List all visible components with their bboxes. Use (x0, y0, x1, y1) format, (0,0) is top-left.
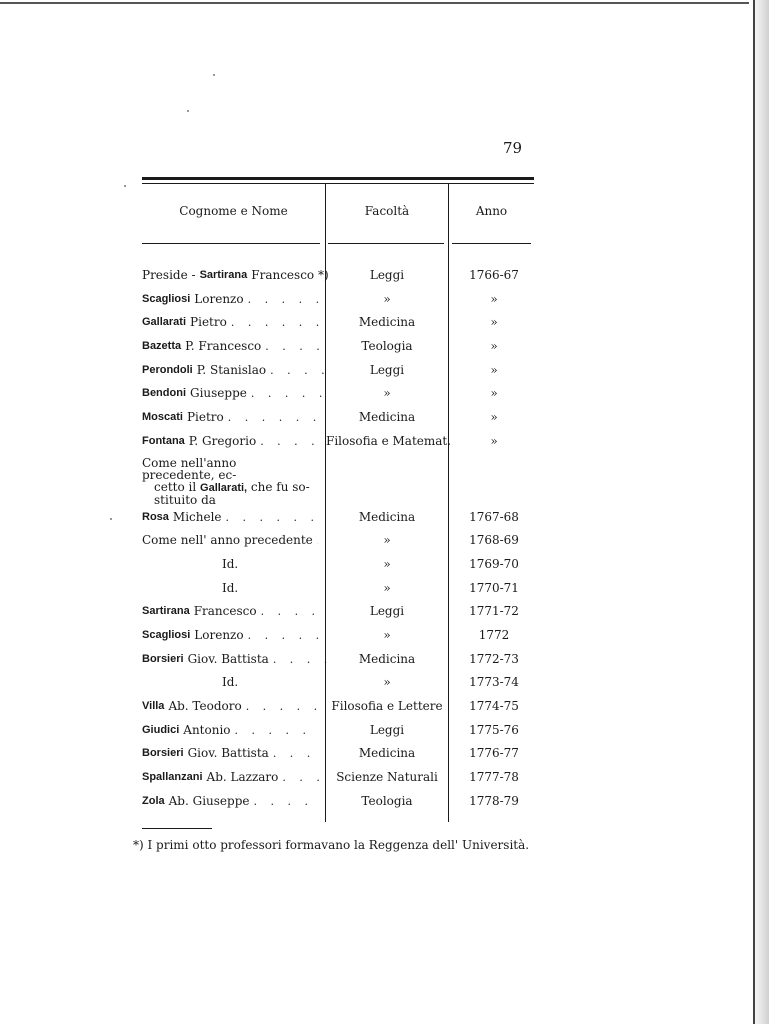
year-cell: 1774-75 (469, 699, 519, 713)
header-rule-faculty (328, 243, 444, 244)
year-cell: 1769-70 (469, 556, 519, 571)
given-name: P. Francesco (185, 339, 262, 354)
name-cell (142, 406, 322, 430)
table-row (0, 742, 769, 766)
scan-speck (187, 110, 189, 112)
surname: Borsieri (142, 747, 184, 760)
year-cell: 1775-76 (469, 722, 519, 737)
year-cell: » (490, 291, 498, 306)
given-name: Ab. Teodoro (168, 699, 242, 713)
note-line-2-end: che fu so- (250, 479, 310, 494)
surname: Bazetta (142, 340, 182, 353)
given-name: Pietro (186, 410, 224, 425)
dot-leader (317, 529, 318, 553)
given-name: Francesco (193, 604, 257, 619)
given-name: Giov. Battista (187, 651, 269, 666)
name-cell (142, 600, 321, 624)
given-name: Ab. Lazzaro (206, 770, 279, 785)
surname: Scagliosi (142, 628, 191, 641)
surname: Fontana (142, 434, 185, 447)
idem-text: Id. (222, 675, 239, 690)
year-cell: » (490, 362, 498, 377)
surname: Sartirana (199, 269, 248, 281)
surname: Gallarati (142, 316, 187, 329)
year-cell: 1772-73 (469, 651, 519, 666)
given-name: Francesco *) (251, 268, 329, 282)
table-row (0, 335, 769, 359)
given-name: Antonio (183, 722, 231, 737)
name-cell (142, 742, 318, 766)
dot-leader: . . . . . . (225, 510, 319, 524)
header-faculty: Facoltà (364, 204, 410, 218)
dot-leader: . . . . (260, 605, 321, 619)
faculty-cell: » (383, 627, 391, 642)
name-cell (142, 335, 325, 359)
faculty-cell: Teologia (361, 339, 413, 354)
note-line-3: stituito da (154, 492, 216, 507)
surname: Bendoni (142, 387, 186, 400)
page-number: 79 (503, 139, 523, 157)
faculty-cell: Leggi (369, 604, 405, 619)
surname: Perondoli (142, 363, 193, 376)
faculty-cell: Medicina (358, 651, 416, 666)
name-cell (142, 624, 325, 648)
faculty-cell: Medicina (358, 509, 416, 524)
given-name: Lorenzo (194, 291, 244, 306)
year-cell: » (490, 339, 498, 354)
name-cell (142, 430, 318, 454)
dot-leader: . . . (282, 771, 325, 785)
faculty-cell: Filosofia e Matemat. (326, 433, 452, 448)
table-row (0, 624, 769, 648)
name-cell (142, 311, 325, 335)
dot-leader: . . . . . (247, 292, 325, 306)
given-name: Lorenzo (194, 627, 244, 642)
surname: Borsieri (142, 652, 184, 665)
note-line-2 (142, 481, 312, 494)
year-cell: 1771-72 (469, 604, 519, 619)
prefix: Preside - (142, 268, 196, 282)
given-name: P. Stanislao (196, 362, 267, 377)
given-name: P. Gregorio (188, 433, 257, 448)
dot-leader: . . . . (253, 794, 313, 808)
faculty-cell: Teologia (361, 793, 413, 808)
surname: Villa (142, 700, 165, 712)
table-row (0, 288, 769, 312)
given-name: Giov. Battista (187, 746, 269, 761)
table-row (0, 766, 769, 790)
scan-speck (213, 74, 215, 76)
table-row (0, 382, 769, 406)
name-cell (142, 529, 318, 553)
faculty-cell: Filosofia e Lettere (331, 699, 443, 713)
table-row-note (0, 454, 769, 506)
scan-speck (124, 185, 126, 187)
dot-leader: . . . (272, 747, 316, 761)
dot-leader: . . . . (265, 340, 325, 354)
name-cell (142, 382, 328, 406)
footnote-rule (142, 828, 212, 829)
given-name: Pietro (190, 315, 227, 330)
year-cell: 1776-77 (469, 746, 519, 761)
surname: Scagliosi (142, 292, 191, 305)
name-cell (142, 264, 329, 288)
header-year: Anno (475, 204, 508, 218)
dot-leader: . . . . (270, 363, 330, 377)
year-cell: 1778-79 (469, 793, 519, 808)
idem-text: Id. (222, 556, 239, 571)
name-cell (142, 288, 325, 312)
name-cell (142, 695, 323, 719)
table-row (0, 406, 769, 430)
dot-leader: . . . . (272, 652, 333, 666)
faculty-cell: Medicina (358, 315, 416, 330)
given-name: Giuseppe (190, 386, 247, 401)
name-cell (142, 553, 318, 577)
faculty-cell: Leggi (369, 722, 405, 737)
table-row (0, 719, 769, 743)
surname: Moscati (142, 411, 183, 424)
surname: Sartirana (142, 605, 190, 618)
year-cell: 1767-68 (469, 509, 519, 524)
faculty-cell: » (383, 386, 391, 401)
table-top-thin-rule (142, 183, 534, 184)
surname: Giudici (142, 723, 180, 736)
table-row (0, 790, 769, 814)
faculty-cell: » (383, 533, 391, 548)
dot-leader: . . . . . (245, 700, 323, 713)
dot-leader: . . . . . . (227, 411, 322, 425)
year-cell: 1772 (478, 627, 510, 642)
scan-speck (110, 518, 112, 520)
faculty-cell: » (383, 556, 391, 571)
name-cell (142, 648, 333, 672)
dot-leader: . . . . . (250, 387, 328, 401)
faculty-cell: Leggi (369, 362, 405, 377)
table-row (0, 648, 769, 672)
year-cell: » (490, 410, 498, 425)
name-cell (142, 790, 318, 814)
year-cell: 1777-78 (469, 770, 519, 785)
table-row (0, 695, 769, 719)
year-cell: » (490, 315, 498, 330)
table-top-rule (142, 177, 534, 180)
table-row (0, 311, 769, 335)
table-row (0, 359, 769, 383)
header-name: Cognome e Nome (179, 204, 288, 218)
table-row (0, 264, 769, 288)
faculty-cell: Medicina (358, 746, 416, 761)
dot-leader: . . . . . . (230, 316, 325, 330)
entry-text: Come nell' anno precedente (142, 533, 313, 548)
year-cell: 1766-67 (469, 268, 519, 282)
name-cell (142, 719, 318, 743)
surname: Zola (142, 794, 165, 807)
faculty-cell: » (383, 675, 391, 690)
given-name: Michele (172, 509, 222, 524)
faculty-cell: Scienze Naturali (336, 770, 438, 785)
name-cell (142, 359, 330, 383)
dot-leader: . . . . . (234, 723, 311, 737)
name-cell (142, 766, 325, 790)
faculty-cell: Leggi (369, 268, 405, 282)
table-row (0, 577, 769, 601)
dot-leader: . . . . . (247, 628, 325, 642)
year-cell: 1770-71 (469, 580, 519, 595)
table-row (0, 506, 769, 530)
faculty-cell: Medicina (358, 410, 416, 425)
table-row (0, 553, 769, 577)
note-bold-name: Gallarati, (200, 481, 248, 494)
note-line-1: Come nell'anno precedente, ec- (142, 455, 237, 482)
table-row (0, 671, 769, 695)
year-cell: 1773-74 (469, 675, 519, 690)
note-cell (142, 454, 312, 506)
name-cell (142, 577, 318, 601)
top-edge-rule (0, 2, 749, 4)
note-line-2-start: cetto il (154, 479, 197, 494)
year-cell: 1768-69 (469, 533, 519, 548)
faculty-cell: » (383, 580, 391, 595)
footnote: *) I primi otto professori formavano la Reggenza dell' Università. (133, 838, 530, 852)
name-cell (142, 671, 318, 695)
surname: Spallanzani (142, 771, 203, 784)
table-row (0, 600, 769, 624)
table-row (0, 430, 769, 454)
header-rule-name (142, 243, 320, 244)
header-rule-year (452, 243, 531, 244)
idem-text: Id. (222, 580, 239, 595)
table-body (0, 264, 769, 813)
faculty-cell: » (383, 291, 391, 306)
given-name: Ab. Giuseppe (168, 793, 250, 808)
dot-leader: . . . . (260, 434, 320, 448)
year-cell: » (490, 386, 498, 401)
surname: Rosa (142, 510, 169, 523)
table-row (0, 529, 769, 553)
year-cell: » (490, 433, 498, 448)
name-cell (142, 506, 318, 530)
